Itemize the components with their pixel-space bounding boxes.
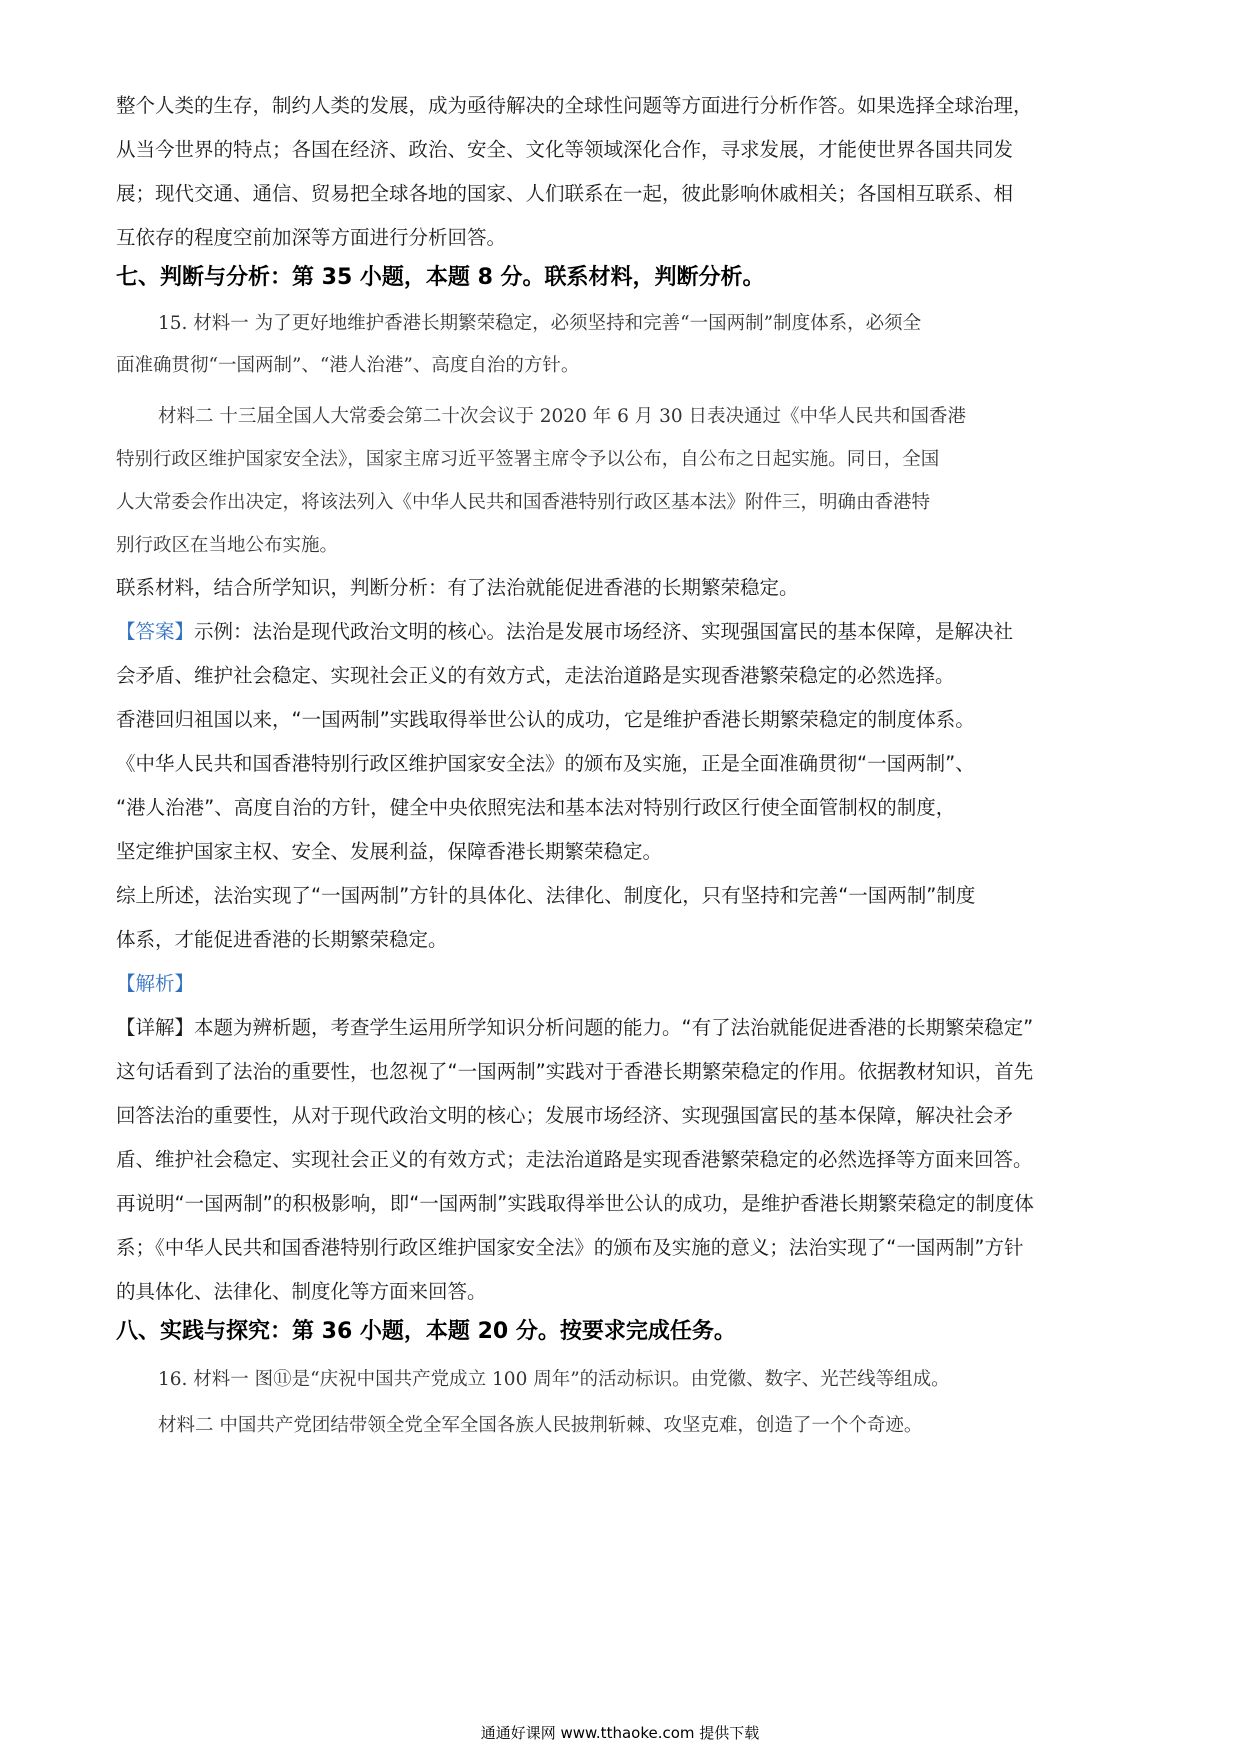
analysis-line: 【详解】本题为辨析题，考查学生运用所学知识分析问题的能力。“有了法治就能促进香港的长期繁荣稳定”	[116, 1016, 1034, 1039]
question-15-material-2: 别行政区在当地公布实施。	[116, 535, 339, 556]
analysis-line: 系；《中华人民共和国香港特别行政区维护国家安全法》的颁布及实施的意义；法治实现了“一国两制”方针	[116, 1236, 1024, 1259]
question-16-material-2: 材料二 中国共产党团结带领全党全军全国各族人民披荆斩棘、攻坚克难，创造了一个个奇迹。	[158, 1415, 923, 1436]
analysis-tag: 【解析】	[116, 972, 195, 995]
question-prompt: 联系材料，结合所学知识，判断分析：有了法治就能促进香港的长期繁荣稳定。	[116, 576, 799, 599]
answer-line	[116, 618, 1013, 646]
question-16-material-1: 16. 材料一 图⑪是“庆祝中国共产党成立 100 周年”的活动标识。由党徽、数字、光芒线等组成。	[158, 1369, 950, 1390]
question-15-material-1: 面准确贯彻“一国两制”、“港人治港”、高度自治的方针。	[116, 355, 580, 376]
question-15-material-1: 15. 材料一 为了更好地维护香港长期繁荣稳定，必须坚持和完善“一国两制”制度体系，必须全	[158, 313, 922, 334]
paragraph-line: 从当今世界的特点；各国在经济、政治、安全、文化等领域深化合作，寻求发展，才能使世界各国共同发	[116, 138, 1014, 161]
paragraph-line: 展；现代交通、通信、贸易把全球各地的国家、人们联系在一起，彼此影响休戚相关；各国相互联系、相	[116, 182, 1014, 205]
section-heading-7: 七、判断与分析：第 35 小题，本题 8 分。联系材料，判断分析。	[116, 265, 765, 290]
analysis-line: 回答法治的重要性，从对于现代政治文明的核心；发展市场经济、实现强国富民的基本保障，解决社会矛	[116, 1104, 1014, 1127]
answer-text: 示例：法治是现代政治文明的核心。法治是发展市场经济、实现强国富民的基本保障，是解决社	[194, 620, 1014, 643]
answer-tag: 【答案】	[116, 620, 195, 643]
answer-line: 体系，才能促进香港的长期繁荣稳定。	[116, 928, 448, 951]
analysis-line: 的具体化、法律化、制度化等方面来回答。	[116, 1280, 487, 1303]
analysis-line: 再说明“一国两制”的积极影响，即“一国两制”实践取得举世公认的成功，是维护香港长期繁荣稳定的制度体	[116, 1192, 1034, 1215]
question-15-material-2: 特别行政区维护国家安全法》，国家主席习近平签署主席令予以公布，自公布之日起实施。同日，全国	[116, 449, 940, 470]
section-heading-8: 八、实践与探究：第 36 小题，本题 20 分。按要求完成任务。	[116, 1319, 736, 1344]
answer-line: 《中华人民共和国香港特别行政区维护国家安全法》的颁布及实施，正是全面准确贯彻“一国两制”、	[116, 752, 975, 775]
answer-line: 坚定维护国家主权、安全、发展利益，保障香港长期繁荣稳定。	[116, 840, 663, 863]
answer-line: 综上所述，法治实现了“一国两制”方针的具体化、法律化、制度化，只有坚持和完善“一国两制”制度	[116, 884, 976, 907]
paragraph-line: 互依存的程度空前加深等方面进行分析回答。	[116, 226, 507, 249]
question-15-material-2: 人大常委会作出决定，将该法列入《中华人民共和国香港特别行政区基本法》附件三，明确由香港特	[116, 492, 931, 513]
analysis-line: 这句话看到了法治的重要性，也忽视了“一国两制”实践对于香港长期繁荣稳定的作用。依据教材知识，首先	[116, 1060, 1034, 1083]
answer-line: 香港回归祖国以来，“一国两制”实践取得举世公认的成功，它是维护香港长期繁荣稳定的制度体系。	[116, 708, 975, 731]
analysis-line: 盾、维护社会稳定、实现社会正义的有效方式；走法治道路是实现香港繁荣稳定的必然选择等方面来回答。	[116, 1148, 1033, 1171]
question-15-material-2: 材料二 十三届全国人大常委会第二十次会议于 2020 年 6 月 30 日表决通过《中华人民共和国香港	[158, 406, 967, 427]
answer-line: “港人治港”、高度自治的方针，健全中央依照宪法和基本法对特别行政区行使全面管制权的制度，	[116, 796, 956, 819]
answer-line: 会矛盾、维护社会稳定、实现社会正义的有效方式，走法治道路是实现香港繁荣稳定的必然选择。	[116, 664, 955, 687]
paragraph-line: 整个人类的生存，制约人类的发展，成为亟待解决的全球性问题等方面进行分析作答。如果选择全球治理，	[116, 94, 1033, 117]
page-footer: 通通好课网 www.tthaoke.com 提供下载	[480, 1724, 760, 1742]
